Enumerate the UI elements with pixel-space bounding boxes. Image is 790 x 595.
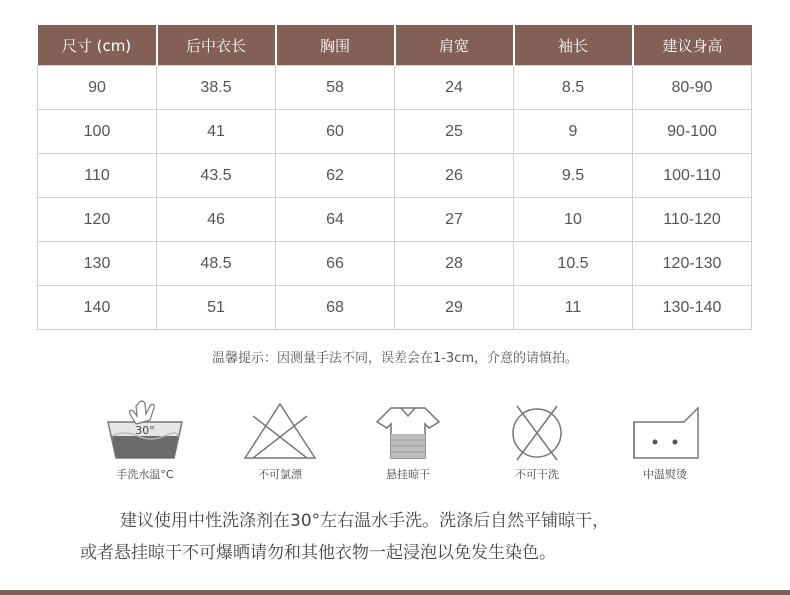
table-cell: 90 <box>38 66 157 110</box>
table-cell: 9.5 <box>514 154 633 198</box>
table-cell: 51 <box>157 286 276 330</box>
no-tumble-dry-icon <box>492 400 582 462</box>
table-cell: 25 <box>395 110 514 154</box>
care-item-no-bleach <box>220 400 340 482</box>
hang-dry-icon <box>363 400 453 462</box>
table-cell: 140 <box>38 286 157 330</box>
table-cell: 8.5 <box>514 66 633 110</box>
table-cell: 100-110 <box>633 154 752 198</box>
table-row <box>38 66 752 110</box>
header-shoulder: 肩宽 <box>395 25 514 66</box>
table-cell: 43.5 <box>157 154 276 198</box>
care-label: 悬挂晾干 <box>386 468 430 481</box>
care-item-hang-dry <box>348 400 468 482</box>
header-back-length: 后中衣长 <box>157 25 276 66</box>
svg-text:30°: 30° <box>135 424 155 437</box>
table-cell: 38.5 <box>157 66 276 110</box>
header-sleeve: 袖长 <box>514 25 633 66</box>
table-cell: 41 <box>157 110 276 154</box>
table-cell: 62 <box>276 154 395 198</box>
table-cell: 46 <box>157 198 276 242</box>
table-cell: 27 <box>395 198 514 242</box>
measurement-tip: 温馨提示：因测量手法不同，误差会在1-3cm，介意的请慎拍。 <box>211 351 579 366</box>
size-chart-table <box>37 25 752 330</box>
table-row <box>38 242 752 286</box>
table-cell: 28 <box>395 242 514 286</box>
table-cell: 64 <box>276 198 395 242</box>
table-cell: 11 <box>514 286 633 330</box>
table-cell: 48.5 <box>157 242 276 286</box>
header-size: 尺寸 (cm) <box>38 25 157 66</box>
table-cell: 110 <box>38 154 157 198</box>
care-label: 不可氯漂 <box>258 468 302 481</box>
table-cell: 120-130 <box>633 242 752 286</box>
table-cell: 60 <box>276 110 395 154</box>
hand-wash-icon <box>100 400 190 462</box>
table-cell: 66 <box>276 242 395 286</box>
table-header-row <box>38 25 752 66</box>
wash-instructions-line1: 建议使用中性洗涤剂在30°左右温水手洗。洗涤后自然平铺晾干， <box>120 511 610 531</box>
care-item-iron-medium <box>605 400 725 482</box>
care-label: 手洗水温°C <box>116 468 174 481</box>
table-row <box>38 198 752 242</box>
care-label: 不可干洗 <box>515 468 559 481</box>
header-chest: 胸围 <box>276 25 395 66</box>
table-cell: 120 <box>38 198 157 242</box>
iron-medium-icon <box>620 400 710 462</box>
table-cell: 130 <box>38 242 157 286</box>
table-cell: 24 <box>395 66 514 110</box>
table-cell: 90-100 <box>633 110 752 154</box>
header-height: 建议身高 <box>633 25 752 66</box>
care-item-no-dry-clean <box>477 400 597 482</box>
care-item-hand-wash <box>85 400 205 482</box>
table-cell: 130-140 <box>633 286 752 330</box>
table-cell: 26 <box>395 154 514 198</box>
table-cell: 68 <box>276 286 395 330</box>
bottom-divider <box>0 590 790 595</box>
table-cell: 100 <box>38 110 157 154</box>
table-cell: 80-90 <box>633 66 752 110</box>
table-cell: 110-120 <box>633 198 752 242</box>
table-cell: 58 <box>276 66 395 110</box>
table-cell: 29 <box>395 286 514 330</box>
table-cell: 10 <box>514 198 633 242</box>
table-row <box>38 286 752 330</box>
table-row <box>38 154 752 198</box>
table-cell: 9 <box>514 110 633 154</box>
no-bleach-icon <box>235 400 325 462</box>
care-label: 中温熨烫 <box>643 468 687 481</box>
table-row <box>38 110 752 154</box>
wash-instructions-line2: 或者悬挂晾干不可爆晒请勿和其他衣物一起浸泡以免发生染色。 <box>80 543 556 563</box>
table-cell: 10.5 <box>514 242 633 286</box>
